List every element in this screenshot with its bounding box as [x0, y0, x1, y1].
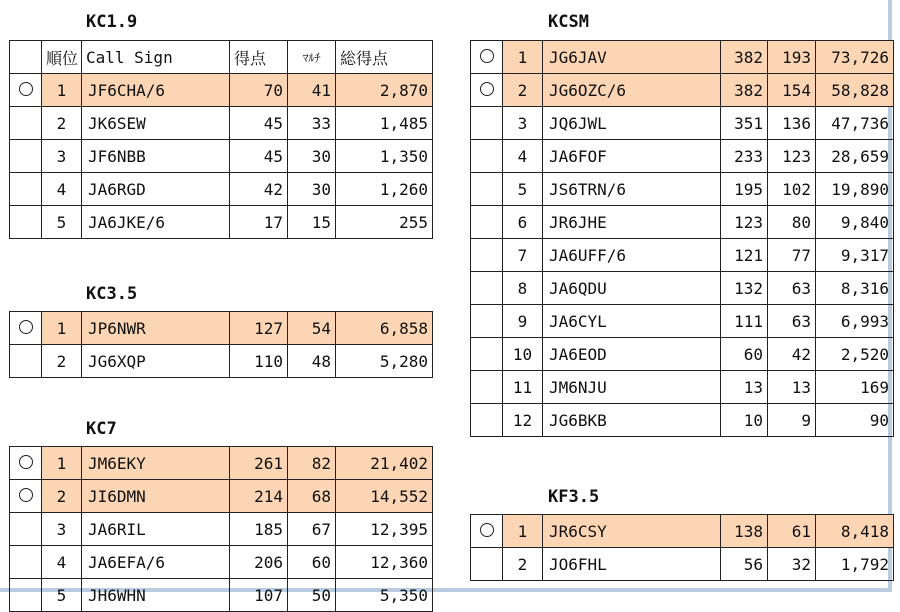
winner-mark-cell: [471, 41, 503, 74]
table-row: [10, 140, 433, 173]
table-row: [10, 546, 433, 579]
call-sign-cell: JM6NJU: [543, 371, 721, 404]
rank-cell: 7: [503, 239, 543, 272]
call-sign-cell: JA6QDU: [543, 272, 721, 305]
multi-cell: 63: [768, 305, 816, 338]
rank-cell: 8: [503, 272, 543, 305]
multi-cell: 9: [768, 404, 816, 437]
multi-cell: 193: [768, 41, 816, 74]
multi-cell: 67: [288, 513, 336, 546]
winner-mark-cell: [471, 371, 503, 404]
results-table-kc19: [9, 40, 433, 239]
table-row: [471, 107, 894, 140]
header-mark: [10, 41, 42, 74]
call-sign-cell: JA6UFF/6: [543, 239, 721, 272]
winner-circle-icon: [480, 49, 494, 63]
multi-cell: 42: [768, 338, 816, 371]
multi-cell: 102: [768, 173, 816, 206]
table-row: [471, 239, 894, 272]
table-row: [10, 579, 433, 612]
call-sign-cell: JA6EOD: [543, 338, 721, 371]
call-sign-cell: JA6FOF: [543, 140, 721, 173]
call-sign-cell: JM6EKY: [82, 447, 230, 480]
total-cell: 47,736: [816, 107, 894, 140]
winner-mark-cell: [10, 546, 42, 579]
winner-mark-cell: [471, 305, 503, 338]
winner-mark-cell: [10, 312, 42, 345]
total-cell: 12,395: [336, 513, 433, 546]
points-cell: 45: [230, 107, 288, 140]
results-table-kcsm: [470, 40, 894, 437]
winner-mark-cell: [471, 404, 503, 437]
table-row: [10, 173, 433, 206]
winner-mark-cell: [10, 206, 42, 239]
total-cell: 1,350: [336, 140, 433, 173]
rank-cell: 1: [42, 447, 82, 480]
section-title-kcsm: KCSM: [548, 12, 589, 32]
rank-cell: 5: [42, 579, 82, 612]
multi-cell: 30: [288, 140, 336, 173]
call-sign-cell: JA6CYL: [543, 305, 721, 338]
call-sign-cell: JG6JAV: [543, 41, 721, 74]
winner-circle-icon: [19, 320, 33, 334]
multi-cell: 80: [768, 206, 816, 239]
points-cell: 60: [721, 338, 768, 371]
points-cell: 110: [230, 345, 288, 378]
rank-cell: 5: [503, 173, 543, 206]
points-cell: 123: [721, 206, 768, 239]
total-cell: 9,840: [816, 206, 894, 239]
points-cell: 56: [721, 548, 768, 581]
total-cell: 58,828: [816, 74, 894, 107]
table-row: [471, 140, 894, 173]
rank-cell: 3: [42, 140, 82, 173]
table-row: [10, 513, 433, 546]
rank-cell: 4: [42, 173, 82, 206]
table-header-row: [10, 41, 433, 74]
table-row: [471, 206, 894, 239]
multi-cell: 82: [288, 447, 336, 480]
rank-cell: 2: [42, 480, 82, 513]
total-cell: 6,993: [816, 305, 894, 338]
multi-cell: 30: [288, 173, 336, 206]
rank-cell: 9: [503, 305, 543, 338]
multi-cell: 33: [288, 107, 336, 140]
table-row: [10, 107, 433, 140]
table-row: [471, 173, 894, 206]
multi-cell: 32: [768, 548, 816, 581]
winner-mark-cell: [10, 173, 42, 206]
results-table-kc35: [9, 311, 433, 378]
winner-mark-cell: [471, 140, 503, 173]
winner-mark-cell: [10, 579, 42, 612]
call-sign-cell: JA6EFA/6: [82, 546, 230, 579]
total-cell: 14,552: [336, 480, 433, 513]
header-points: 得点: [230, 41, 288, 74]
total-cell: 90: [816, 404, 894, 437]
points-cell: 138: [721, 515, 768, 548]
total-cell: 73,726: [816, 41, 894, 74]
multi-cell: 77: [768, 239, 816, 272]
rank-cell: 6: [503, 206, 543, 239]
points-cell: 233: [721, 140, 768, 173]
call-sign-cell: JA6JKE/6: [82, 206, 230, 239]
rank-cell: 1: [503, 41, 543, 74]
winner-mark-cell: [10, 107, 42, 140]
total-cell: 28,659: [816, 140, 894, 173]
winner-mark-cell: [10, 447, 42, 480]
points-cell: 121: [721, 239, 768, 272]
multi-cell: 13: [768, 371, 816, 404]
header-rank: 順位: [42, 41, 82, 74]
points-cell: 45: [230, 140, 288, 173]
total-cell: 1,792: [816, 548, 894, 581]
total-cell: 9,317: [816, 239, 894, 272]
multi-cell: 123: [768, 140, 816, 173]
multi-cell: 48: [288, 345, 336, 378]
table-row: [471, 338, 894, 371]
total-cell: 255: [336, 206, 433, 239]
winner-mark-cell: [471, 338, 503, 371]
multi-cell: 41: [288, 74, 336, 107]
call-sign-cell: JR6JHE: [543, 206, 721, 239]
results-table-kf35: [470, 514, 894, 581]
winner-mark-cell: [471, 548, 503, 581]
table-row: [10, 206, 433, 239]
winner-mark-cell: [10, 345, 42, 378]
call-sign-cell: JR6CSY: [543, 515, 721, 548]
call-sign-cell: JG6BKB: [543, 404, 721, 437]
winner-mark-cell: [10, 513, 42, 546]
winner-circle-icon: [480, 523, 494, 537]
rank-cell: 11: [503, 371, 543, 404]
points-cell: 351: [721, 107, 768, 140]
rank-cell: 10: [503, 338, 543, 371]
call-sign-cell: JI6DMN: [82, 480, 230, 513]
multi-cell: 15: [288, 206, 336, 239]
header-multi: ﾏﾙﾁ: [288, 41, 336, 74]
multi-cell: 68: [288, 480, 336, 513]
points-cell: 132: [721, 272, 768, 305]
multi-cell: 50: [288, 579, 336, 612]
total-cell: 1,485: [336, 107, 433, 140]
table-row: [10, 312, 433, 345]
table-row: [471, 74, 894, 107]
call-sign-cell: JP6NWR: [82, 312, 230, 345]
call-sign-cell: JK6SEW: [82, 107, 230, 140]
points-cell: 127: [230, 312, 288, 345]
call-sign-cell: JA6RIL: [82, 513, 230, 546]
section-title-kc19: KC1.9: [86, 12, 138, 32]
winner-mark-cell: [471, 74, 503, 107]
winner-mark-cell: [471, 515, 503, 548]
rank-cell: 1: [503, 515, 543, 548]
section-title-kc35: KC3.5: [86, 284, 138, 304]
rank-cell: 2: [503, 74, 543, 107]
call-sign-cell: JF6NBB: [82, 140, 230, 173]
table-row: [471, 272, 894, 305]
points-cell: 70: [230, 74, 288, 107]
total-cell: 2,870: [336, 74, 433, 107]
rank-cell: 2: [503, 548, 543, 581]
table-row: [10, 345, 433, 378]
points-cell: 107: [230, 579, 288, 612]
rank-cell: 4: [42, 546, 82, 579]
total-cell: 19,890: [816, 173, 894, 206]
rank-cell: 3: [503, 107, 543, 140]
multi-cell: 60: [288, 546, 336, 579]
winner-mark-cell: [10, 74, 42, 107]
points-cell: 185: [230, 513, 288, 546]
table-row: [10, 74, 433, 107]
multi-cell: 63: [768, 272, 816, 305]
winner-mark-cell: [471, 272, 503, 305]
winner-mark-cell: [471, 107, 503, 140]
rank-cell: 2: [42, 107, 82, 140]
rank-cell: 1: [42, 312, 82, 345]
table-row: [471, 305, 894, 338]
total-cell: 8,316: [816, 272, 894, 305]
points-cell: 382: [721, 74, 768, 107]
table-row: [10, 447, 433, 480]
table-row: [471, 371, 894, 404]
points-cell: 206: [230, 546, 288, 579]
call-sign-cell: JS6TRN/6: [543, 173, 721, 206]
results-table-kc7: [9, 446, 433, 612]
points-cell: 195: [721, 173, 768, 206]
section-title-kc7: KC7: [86, 419, 117, 439]
total-cell: 12,360: [336, 546, 433, 579]
points-cell: 214: [230, 480, 288, 513]
rank-cell: 4: [503, 140, 543, 173]
winner-circle-icon: [19, 82, 33, 96]
table-row: [471, 515, 894, 548]
winner-mark-cell: [471, 173, 503, 206]
call-sign-cell: JH6WHN: [82, 579, 230, 612]
total-cell: 2,520: [816, 338, 894, 371]
rank-cell: 12: [503, 404, 543, 437]
total-cell: 8,418: [816, 515, 894, 548]
total-cell: 5,350: [336, 579, 433, 612]
total-cell: 5,280: [336, 345, 433, 378]
points-cell: 13: [721, 371, 768, 404]
table-row: [471, 41, 894, 74]
winner-mark-cell: [471, 239, 503, 272]
multi-cell: 61: [768, 515, 816, 548]
points-cell: 10: [721, 404, 768, 437]
call-sign-cell: JO6FHL: [543, 548, 721, 581]
points-cell: 111: [721, 305, 768, 338]
winner-circle-icon: [480, 82, 494, 96]
rank-cell: 3: [42, 513, 82, 546]
winner-mark-cell: [10, 480, 42, 513]
call-sign-cell: JG6XQP: [82, 345, 230, 378]
multi-cell: 136: [768, 107, 816, 140]
winner-circle-icon: [19, 455, 33, 469]
table-row: [471, 548, 894, 581]
call-sign-cell: JF6CHA/6: [82, 74, 230, 107]
total-cell: 169: [816, 371, 894, 404]
winner-circle-icon: [19, 488, 33, 502]
points-cell: 261: [230, 447, 288, 480]
multi-cell: 54: [288, 312, 336, 345]
section-title-kf35: KF3.5: [548, 487, 600, 507]
rank-cell: 5: [42, 206, 82, 239]
table-row: [10, 480, 433, 513]
call-sign-cell: JA6RGD: [82, 173, 230, 206]
winner-mark-cell: [10, 140, 42, 173]
rank-cell: 2: [42, 345, 82, 378]
header-total: 総得点: [336, 41, 433, 74]
points-cell: 42: [230, 173, 288, 206]
total-cell: 21,402: [336, 447, 433, 480]
table-row: [471, 404, 894, 437]
header-call-sign: Call Sign: [82, 41, 230, 74]
rank-cell: 1: [42, 74, 82, 107]
call-sign-cell: JQ6JWL: [543, 107, 721, 140]
call-sign-cell: JG6OZC/6: [543, 74, 721, 107]
points-cell: 17: [230, 206, 288, 239]
points-cell: 382: [721, 41, 768, 74]
winner-mark-cell: [471, 206, 503, 239]
multi-cell: 154: [768, 74, 816, 107]
total-cell: 1,260: [336, 173, 433, 206]
total-cell: 6,858: [336, 312, 433, 345]
